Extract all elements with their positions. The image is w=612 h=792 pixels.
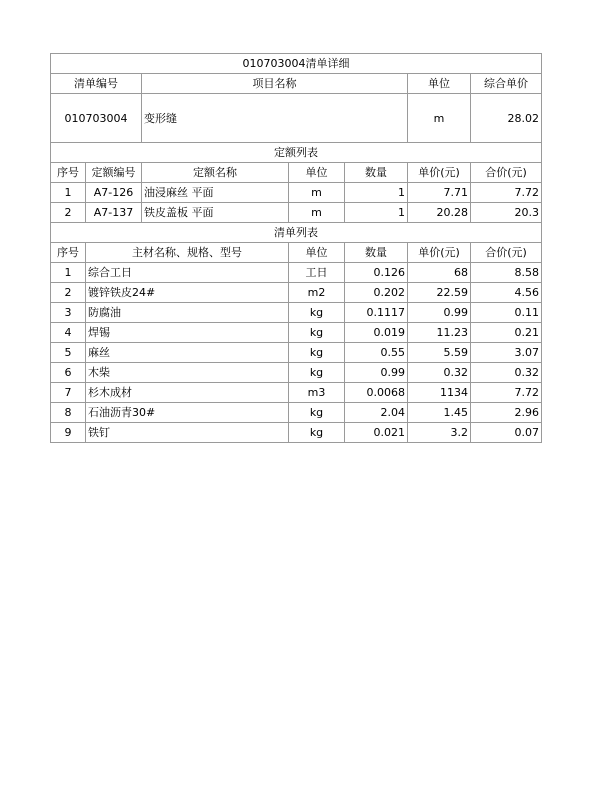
material-unit: m3 bbox=[289, 383, 345, 403]
material-no: 7 bbox=[51, 383, 86, 403]
material-price: 0.99 bbox=[408, 303, 471, 323]
material-unit: 工日 bbox=[289, 263, 345, 283]
material-no: 3 bbox=[51, 303, 86, 323]
material-name: 综合工日 bbox=[86, 263, 289, 283]
quota-row bbox=[51, 183, 542, 203]
material-total: 8.58 bbox=[471, 263, 542, 283]
quota-name: 铁皮盖板 平面 bbox=[142, 203, 289, 223]
material-no: 8 bbox=[51, 403, 86, 423]
quota-qty: 1 bbox=[345, 203, 408, 223]
material-total: 0.07 bbox=[471, 423, 542, 443]
material-total: 4.56 bbox=[471, 283, 542, 303]
material-row bbox=[51, 263, 542, 283]
material-qty: 0.99 bbox=[345, 363, 408, 383]
material-unit: kg bbox=[289, 323, 345, 343]
material-col-total: 合价(元) bbox=[471, 243, 542, 263]
material-unit: kg bbox=[289, 343, 345, 363]
quota-col-price: 单价(元) bbox=[408, 163, 471, 183]
material-row bbox=[51, 383, 542, 403]
quota-header-row bbox=[51, 163, 542, 183]
quota-section-title: 定额列表 bbox=[51, 143, 542, 163]
material-total: 0.11 bbox=[471, 303, 542, 323]
material-name: 镀锌铁皮24# bbox=[86, 283, 289, 303]
material-qty: 0.0068 bbox=[345, 383, 408, 403]
material-qty: 0.019 bbox=[345, 323, 408, 343]
material-row bbox=[51, 403, 542, 423]
code-label: 清单编号 bbox=[51, 74, 142, 94]
material-qty: 0.021 bbox=[345, 423, 408, 443]
unit-label: 单位 bbox=[408, 74, 471, 94]
material-unit: m2 bbox=[289, 283, 345, 303]
material-row bbox=[51, 423, 542, 443]
material-qty: 2.04 bbox=[345, 403, 408, 423]
material-no: 1 bbox=[51, 263, 86, 283]
bill-name: 变形缝 bbox=[142, 94, 408, 143]
bill-code: 010703004 bbox=[51, 94, 142, 143]
material-unit: kg bbox=[289, 303, 345, 323]
material-total: 2.96 bbox=[471, 403, 542, 423]
bill-price: 28.02 bbox=[471, 94, 542, 143]
material-price: 11.23 bbox=[408, 323, 471, 343]
material-row bbox=[51, 343, 542, 363]
material-price: 1134 bbox=[408, 383, 471, 403]
material-no: 4 bbox=[51, 323, 86, 343]
quota-unit: m bbox=[289, 203, 345, 223]
name-label: 项目名称 bbox=[142, 74, 408, 94]
quota-no: 1 bbox=[51, 183, 86, 203]
material-name: 杉木成材 bbox=[86, 383, 289, 403]
material-total: 3.07 bbox=[471, 343, 542, 363]
material-price: 1.45 bbox=[408, 403, 471, 423]
quota-col-total: 合价(元) bbox=[471, 163, 542, 183]
material-price: 68 bbox=[408, 263, 471, 283]
material-total: 7.72 bbox=[471, 383, 542, 403]
quota-no: 2 bbox=[51, 203, 86, 223]
quota-col-name: 定额名称 bbox=[142, 163, 289, 183]
material-row bbox=[51, 323, 542, 343]
material-name: 防腐油 bbox=[86, 303, 289, 323]
material-row bbox=[51, 283, 542, 303]
material-name: 木柴 bbox=[86, 363, 289, 383]
quota-qty: 1 bbox=[345, 183, 408, 203]
material-total: 0.32 bbox=[471, 363, 542, 383]
material-name: 石油沥青30# bbox=[86, 403, 289, 423]
material-qty: 0.202 bbox=[345, 283, 408, 303]
material-no: 9 bbox=[51, 423, 86, 443]
quota-price: 7.71 bbox=[408, 183, 471, 203]
quota-code: A7-126 bbox=[86, 183, 142, 203]
quota-total: 7.72 bbox=[471, 183, 542, 203]
material-qty: 0.55 bbox=[345, 343, 408, 363]
price-label: 综合单价 bbox=[471, 74, 542, 94]
material-price: 5.59 bbox=[408, 343, 471, 363]
quota-code: A7-137 bbox=[86, 203, 142, 223]
material-col-name: 主材名称、规格、型号 bbox=[86, 243, 289, 263]
quota-col-unit: 单位 bbox=[289, 163, 345, 183]
material-row bbox=[51, 363, 542, 383]
material-qty: 0.126 bbox=[345, 263, 408, 283]
quota-total: 20.3 bbox=[471, 203, 542, 223]
material-price: 0.32 bbox=[408, 363, 471, 383]
material-no: 5 bbox=[51, 343, 86, 363]
material-no: 2 bbox=[51, 283, 86, 303]
quota-price: 20.28 bbox=[408, 203, 471, 223]
material-name: 铁钉 bbox=[86, 423, 289, 443]
material-col-qty: 数量 bbox=[345, 243, 408, 263]
material-no: 6 bbox=[51, 363, 86, 383]
material-col-no: 序号 bbox=[51, 243, 86, 263]
material-unit: kg bbox=[289, 403, 345, 423]
material-row bbox=[51, 303, 542, 323]
bill-detail-table bbox=[50, 53, 542, 443]
material-price: 3.2 bbox=[408, 423, 471, 443]
quota-col-code: 定额编号 bbox=[86, 163, 142, 183]
quota-row bbox=[51, 203, 542, 223]
material-unit: kg bbox=[289, 423, 345, 443]
material-header-row bbox=[51, 243, 542, 263]
quota-col-qty: 数量 bbox=[345, 163, 408, 183]
material-total: 0.21 bbox=[471, 323, 542, 343]
material-price: 22.59 bbox=[408, 283, 471, 303]
bill-unit: m bbox=[408, 94, 471, 143]
material-section-title: 清单列表 bbox=[51, 223, 542, 243]
material-name: 焊锡 bbox=[86, 323, 289, 343]
sheet-title: 010703004清单详细 bbox=[51, 54, 542, 74]
material-name: 麻丝 bbox=[86, 343, 289, 363]
material-unit: kg bbox=[289, 363, 345, 383]
quota-unit: m bbox=[289, 183, 345, 203]
quota-col-no: 序号 bbox=[51, 163, 86, 183]
quota-name: 油浸麻丝 平面 bbox=[142, 183, 289, 203]
material-col-price: 单价(元) bbox=[408, 243, 471, 263]
material-col-unit: 单位 bbox=[289, 243, 345, 263]
material-qty: 0.1117 bbox=[345, 303, 408, 323]
